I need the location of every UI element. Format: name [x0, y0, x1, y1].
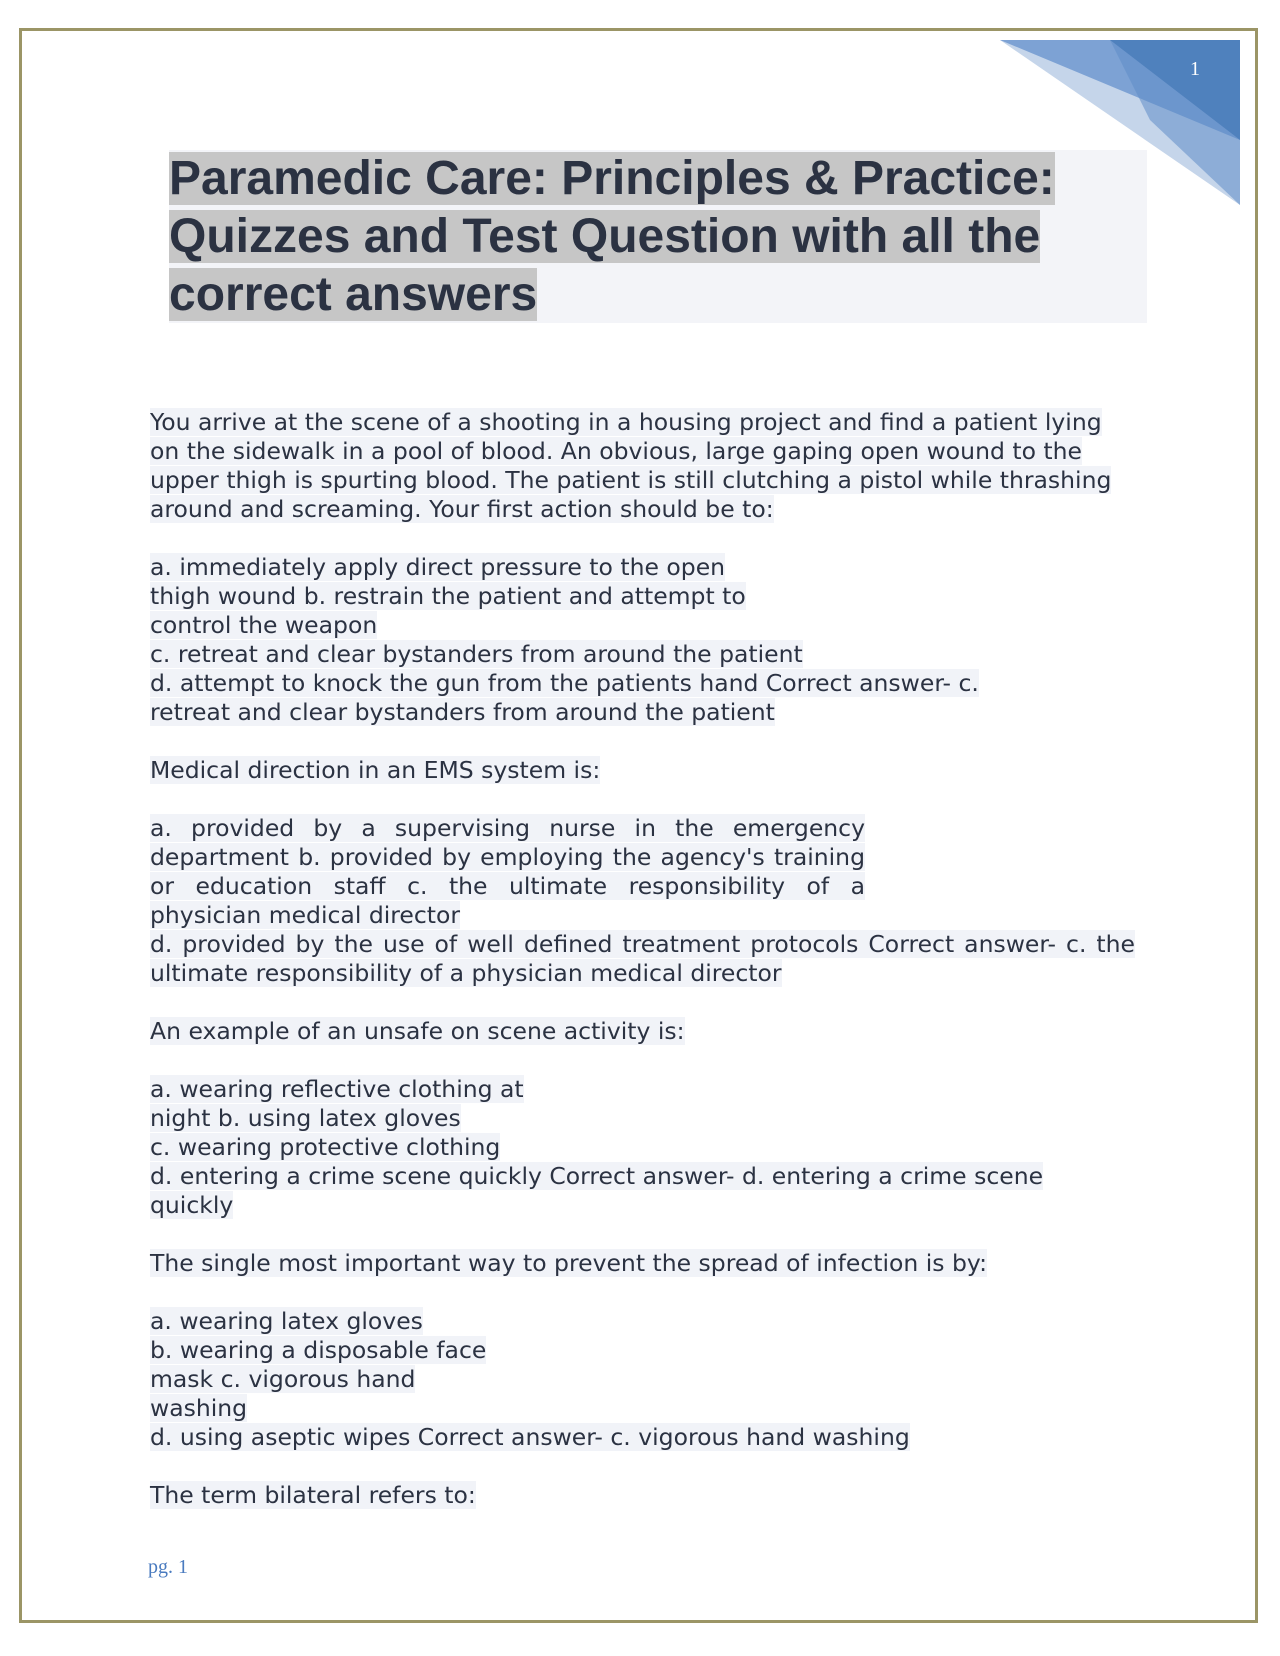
question-1-text: You arrive at the scene of a shooting in a housing project and find a patient lying on the sidewalk in a pool of blood. An obvious, large gaping open wound to the upper thigh is spurting blood. The patient is still clutching a pistol while thrashing around and screaming. Your first action should be to: — [150, 408, 1112, 523]
question-2-options-main — [150, 814, 865, 930]
question-1-options — [150, 553, 1135, 727]
page-number: 1 — [1190, 58, 1200, 80]
question-3 — [150, 1017, 1135, 1046]
question-4-options — [150, 1307, 1135, 1452]
question-4 — [150, 1249, 1135, 1278]
question-2-options-tail-text: d. provided by the use of well defined treatment protocols Correct answer- c. the ultimate responsibility of a physician medical director — [150, 930, 1135, 987]
question-2-options-tail — [150, 930, 1135, 988]
document-title — [169, 150, 1147, 324]
question-1 — [150, 408, 1135, 524]
question-2-options — [150, 814, 1135, 988]
question-2 — [150, 756, 1135, 785]
question-2-text: Medical direction in an EMS system is: — [150, 756, 601, 784]
question-3-options — [150, 1075, 1135, 1220]
footer-page-label: pg. 1 — [148, 1556, 188, 1578]
question-5-text: The term bilateral refers to: — [150, 1481, 476, 1509]
question-4-options-text: a. wearing latex gloves b. wearing a disposable face mask c. vigorous hand washing d. using aseptic wipes Correct answer- c. vigorous hand washing — [150, 1307, 910, 1451]
document-title-text: Paramedic Care: Principles & Practice: Quizzes and Test Question with all the correct answers — [169, 152, 1055, 321]
question-2-options-text: a. provided by a supervising nurse in the emergency department b. provided by employing the agency's training or education staff c. the ultimate responsibility of a physician medical director — [150, 814, 865, 929]
document-body — [150, 408, 1135, 1539]
question-3-text: An example of an unsafe on scene activity is: — [150, 1017, 685, 1045]
question-1-options-text: a. immediately apply direct pressure to the open thigh wound b. restrain the patient and attempt to control the weapon c. retreat and clear bystanders from around the patient d. attempt to knock the gun from the patients hand Correct answer- c. retreat and clear bystanders from around the patient — [150, 553, 979, 726]
question-3-options-text: a. wearing reflective clothing at night b. using latex gloves c. wearing protective clothing d. entering a crime scene quickly Correct answer- d. entering a crime scene quickly — [150, 1075, 1044, 1219]
question-4-text: The single most important way to prevent the spread of infection is by: — [150, 1249, 988, 1277]
question-5 — [150, 1481, 1135, 1510]
title-block — [169, 150, 1147, 323]
